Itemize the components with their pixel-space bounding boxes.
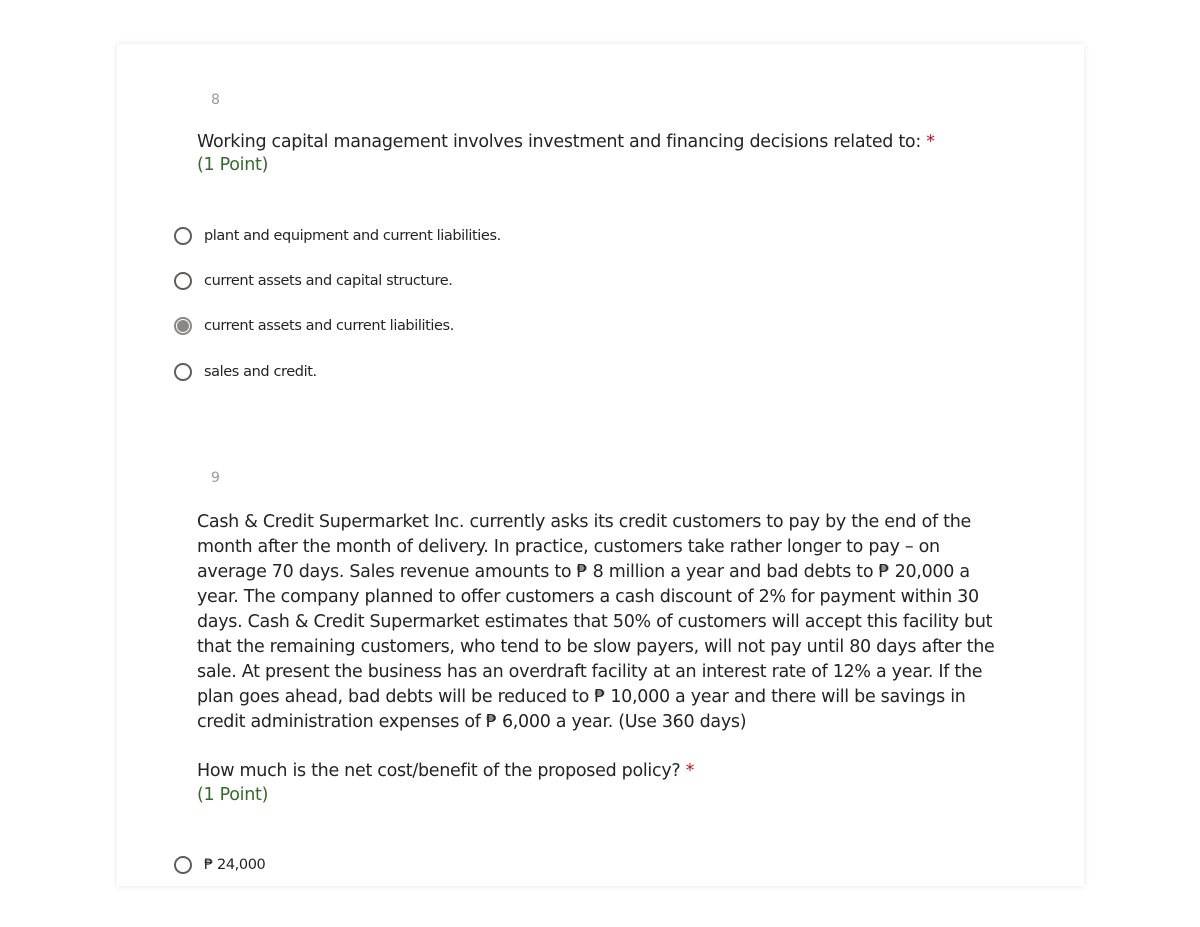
radio-button[interactable]	[174, 363, 192, 381]
question-text: How much is the net cost/benefit of the proposed policy?	[197, 761, 681, 781]
question-points: (1 Point)	[197, 155, 269, 175]
question-points: (1 Point)	[197, 785, 269, 805]
radio-option[interactable]	[174, 268, 452, 294]
required-marker: *	[685, 761, 695, 781]
required-marker: *	[926, 132, 935, 152]
radio-button-selected[interactable]	[174, 317, 192, 335]
radio-option[interactable]	[174, 359, 317, 385]
radio-button[interactable]	[174, 227, 192, 245]
radio-option[interactable]	[174, 223, 501, 249]
option-label: sales and credit.	[204, 364, 317, 380]
question-text: Working capital management involves investment and financing decisions related to:	[197, 132, 921, 152]
question-title	[197, 130, 997, 155]
option-label: current assets and current liabilities.	[204, 318, 454, 334]
form-card	[117, 44, 1084, 886]
option-label: ₱ 24,000	[204, 857, 266, 873]
radio-option-selected[interactable]	[174, 313, 454, 339]
option-label: current assets and capital structure.	[204, 273, 453, 289]
question-scenario: Cash & Credit Supermarket Inc. currently asks its credit customers to pay by the end of the month after the month of delivery. In practice, customers take rather longer to pay – on average 70 days. Sales revenue amounts to ₱ 8 million a year and bad debts to ₱ 20,000 a year. The company planned to offer customers a cash discount of 2% for payment within 30 days. Cash & Credit Supermarket estimates that 50% of customers will accept this facility but that the remaining customers, who tend to be slow payers, will not pay until 80 days after the sale. At present the business has an overdraft facility at an interest rate of 12% a year. If the plan goes ahead, bad debts will be reduced to ₱ 10,000 a year and there will be savings in credit administration expenses of ₱ 6,000 a year. (Use 360 days)	[197, 512, 995, 732]
question-number: 9	[211, 470, 220, 486]
radio-option[interactable]	[174, 852, 265, 878]
option-label: plant and equipment and current liabilities.	[204, 228, 501, 244]
question-title	[197, 759, 997, 784]
radio-button[interactable]	[174, 856, 192, 874]
radio-dot-icon	[177, 320, 189, 332]
question-number: 8	[211, 92, 220, 108]
radio-button[interactable]	[174, 272, 192, 290]
